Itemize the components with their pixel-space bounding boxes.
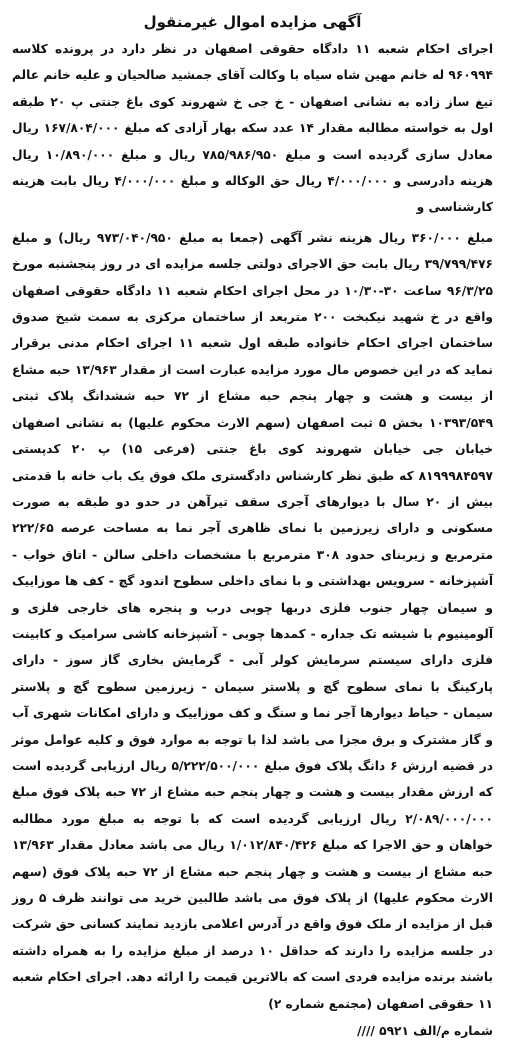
notice-paragraph-1: اجرای احکام شعبه ۱۱ دادگاه حقوقی اصفهان در نظر دارد در پرونده کلاسه ۹۶۰۹۹۴ له خانم مهین شاه سیاه با وکالت آقای جمشید صالحیان و علیه خانم عالم تیغ ساز زاده به نشانی اصفهان - خ جی خ شهروند کوی باغ جنتی پ ۲۰ طبقه اول به خواسته مطالبه مقدار ۱۴ عدد سکه بهار آزادی که مبلغ ۱۶۷/۸۰۴/۰۰۰ ریال معادل سازی گردیده است و مبلغ ۷۸۵/۹۸۶/۹۵۰ ریال و مبلغ ۱۰/۸۹۰/۰۰۰ ریال هزینه دادرسی و ۴/۰۰۰/۰۰۰ ریال حق الوکاله و مبلغ ۴/۰۰۰/۰۰۰ ریال بابت هزینه کارشناسی و [12,42,493,215]
notice-reference-number: شماره م/الف ۵۹۲۱ //// [357,1024,493,1039]
notice-paragraph-2: مبلغ ۳۶۰/۰۰۰ ریال هزینه نشر آگهی (جمعا به مبلغ ۹۷۳/۰۴۰/۹۵۰ ریال) و مبلغ ۳۹/۷۹۹/۴۷۶ ریال بابت حق الاجرای دولتی جلسه مزایده ای در روز پنجشنبه مورخ ۹۶/۳/۲۵ ساعت ۳۰-۱۰/۳۰ در محل اجرای احکام شعبه ۱۱ دادگاه حقوقی اصفهان واقع در خ شهید نیکبخت ۲۰۰ متربعد از ساختمان مرکزی به سمت شیخ صدوق ساختمان اجرای احکام خانواده طبقه اول شعبه ۱۱ اجرای احکام مدنی برقرار نماید که در این خصوص مال مورد مزایده عبارت است از مقدار ۱۳/۹۶۳ حبه مشاع از بیست و هشت و چهار پنجم حبه مشاع از ۷۲ حبه ششدانگ پلاک ثبتی ۱۰۳۹۳/۵۴۹ بخش ۵ ثبت اصفهان (سهم الارث محکوم علیها) به نشانی اصفهان خیابان جی خیابان شهروند کوی باغ جنتی (فرعی ۱۵) پ ۲۰ کدپستی ۸۱۹۹۹۸۴۵۹۷ که طبق نظر کارشناس دادگستری ملک فوق یک باب خانه با قدمتی بیش از ۲۰ سال با دیوارهای آجری سقف تیرآهن در حدو دو طبقه به صورت مسکونی و دارای زیرزمین با نمای ظاهری آجر نما به مساحت عرصه ۲۲۲/۶۵ مترمربع و زیربنای حدود ۳۰۸ مترمربع با مشخصات داخلی سالن - اتاق خواب - آشپزخانه - سرویس بهداشتی و با نمای داخلی سطوح اندود گچ - کف ها موزاییک و سیمان چهار جنوب فلزی دربها چوبی درب و پنجره های خارجی فلزی و آلومینیوم با شیشه تک جداره - کمدها چوبی - آشپزخانه کاشی سرامیک و کابینت فلزی دارای سیستم سرمایش کولر آبی - گرمایش بخاری گاز سوز - دارای پارکینگ با نمای سطوح گچ و پلاستر سیمان - زیرزمین سطوح گچ و پلاستر سیمان - حیاط دیوارها آجر نما و سنگ و کف موزاییک و دارای امکانات شهری آب و گاز مشترک و برق مجزا می باشد لذا با توجه به موارد فوق و کلیه عوامل موثر در قضیه ارزش ۶ دانگ پلاک فوق مبلغ ۵/۲۲۲/۵۰۰/۰۰۰ ریال ارزیابی گردیده است که ارزش مقدار بیست و هشت و چهار پنجم حبه مشاع از ۷۲ حبه پلاک فوق مبلغ ۲/۰۸۹/۰۰۰/۰۰۰ ریال ارزیابی گردیده است که با توجه به مبلغ مورد مطالبه خواهان و حق الاجرا که مبلغ ۱/۰۱۲/۸۴۰/۴۲۶ ریال می باشد معادل مقدار ۱۳/۹۶۳ حبه مشاع از بیست و هشت و چهار پنجم حبه مشاع از ۷۲ حبه پلاک فوق (سهم الارث محکوم علیها) از پلاک فوق می باشد طالبین خرید می توانند ظرف ۵ روز قبل از مزایده از ملک فوق واقع در آدرس اعلامی بازدید نمایند کسانی حق شرکت در جلسه مزایده را دارند که حداقل ۱۰ درصد از مبلغ مزایده را به همراه داشته باشند برنده مزایده فردی است که بالاترین قیمت را ارائه دهد. اجرای احکام شعبه ۱۱ حقوقی اصفهان (مجتمع شماره ۲) [12,230,494,1011]
notice-title: آگهی مزایده اموال غیرمنقول [143,13,362,31]
